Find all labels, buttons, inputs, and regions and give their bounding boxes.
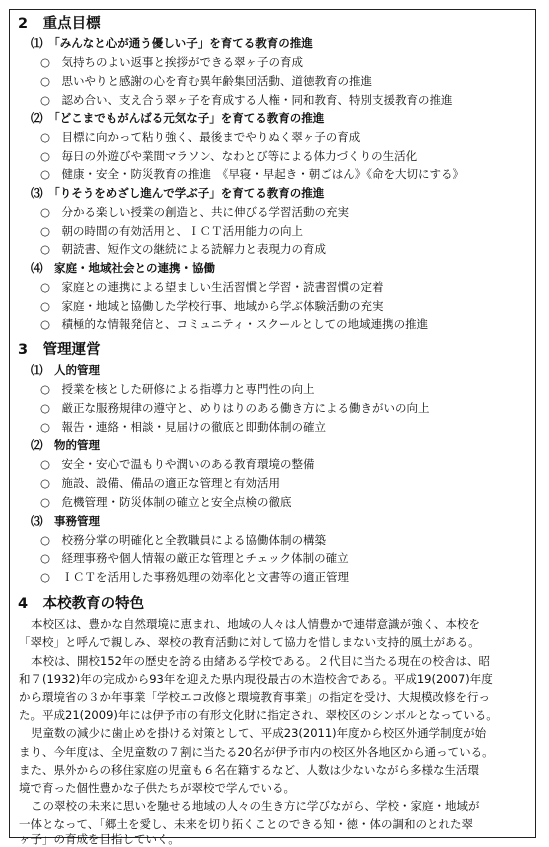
paragraph-line: この翠校の未来に思いを馳せる地域の人々の生き方に学びながら、学校・家庭・地域が [31,799,480,813]
paragraph-line: ヶ子」の育成を目指していく。 [19,832,180,846]
section-3-sub-2-heading: ⑵ 物的管理 [31,438,100,452]
list-item: ○ 授業を核とした研修による指導力と専門性の向上 [40,382,315,396]
list-item: ○ 分かる楽しい授業の創造と、共に伸びる学習活動の充実 [40,205,350,219]
list-item: ○ 経理事務や個人情報の厳正な管理とチェック体制の確立 [40,551,349,565]
paragraph-line: 本校区は、豊かな自然環境に恵まれ、地域の人々は人情豊かで連帯意識が強く、本校を [31,617,480,631]
list-item: ○ 安全・安心で温もりや潤いのある教育環境の整備 [40,457,315,471]
list-item: ○ 施設、設備、備品の適正な管理と有効活用 [40,476,281,490]
list-item: ○ 気持ちのよい返事と挨拶ができる翠ヶ子の育成 [40,55,304,69]
list-item: ○ 危機管理・防災体制の確立と安全点検の徹底 [40,495,292,509]
paragraph-line: 本校は、開校152年の歴史を誇る由緒ある学校である。２代目に当たる現在の校舎は、昭 [31,654,490,668]
list-item: ○ 毎日の外遊びや業間マラソン、なわとび等による体力づくりの生活化 [40,149,418,163]
paragraph-line: また、県外からの移住家庭の児童も６名在籍するなど、人数は少ないながら多様な生活環 [19,763,479,777]
list-item: ○ 思いやりと感謝の心を育む異年齢集団活動、道徳教育の推進 [40,74,373,88]
list-item: ○ 積極的な情報発信と、コミュニティ・スクールとしての地域連携の推進 [40,317,429,331]
section-3-sub-1-heading: ⑴ 人的管理 [31,363,100,377]
list-item: ○ 厳正な服務規律の遵守と、めりはりのある働き方による働きがいの向上 [40,401,430,415]
section-4-title: 4 本校教育の特色 [18,596,145,612]
section-2-sub-1-heading: ⑴ 「みんなと心が通う優しい子」を育てる教育の推進 [31,36,313,50]
section-2-sub-3-heading: ⑶ 「りそうをめざし進んで学ぶ子」を育てる教育の推進 [31,186,325,200]
list-item: ○ 朝読書、短作文の継続による読解力と表現力の育成 [40,242,327,256]
paragraph-line: た。平成21(2009)年には伊予市の有形文化財に指定され、翠校区のシンボルとなっている。 [19,708,498,722]
list-item: ○ 家庭との連携による望ましい生活習慣と学習・読書習慣の定着 [40,280,384,294]
paragraph-line: 児童数の減少に歯止めを掛ける対策として、平成23(2011)年度から校区外通学制度が始 [31,726,487,740]
section-2-sub-4-heading: ⑷ 家庭・地域社会との連携・協働 [31,261,215,275]
list-item: ○ 健康・安全・防災教育の推進 《早寝・早起き・朝ごはん》《命を大切にする》 [40,167,465,181]
list-item: ○ 校務分掌の明確化と全教職員による協働体制の構築 [40,533,327,547]
list-item: ○ 朝の時間の有効活用と、ＩＣＴ活用能力の向上 [40,224,304,238]
paragraph-line: 「翠校」と呼んで親しみ、翠校の教育活動に対して協力を惜しまない支持的風土がある。 [19,635,480,649]
paragraph-line: 境で育った個性豊かな子供たちが翠校で学んでいる。 [19,781,295,795]
section-2-title: 2 重点目標 [18,16,101,32]
paragraph-line: 和７(1932)年の完成から93年を迎えた県内現役最古の木造校舎である。平成19(2007)年度 [19,672,493,686]
list-item: ○ 家庭・地域と協働した学校行事、地域から学ぶ体験活動の充実 [40,299,384,313]
paragraph-line: まり、今年度は、全児童数の７割に当たる20名が伊予市内の校区外各地区から通っている。 [19,745,494,759]
list-item: ○ 報告・連絡・相談・見届けの徹底と即動体制の確立 [40,420,327,434]
section-2-sub-2-heading: ⑵ 「どこまでもがんばる元気な子」を育てる教育の推進 [31,111,325,125]
section-3-sub-3-heading: ⑶ 事務管理 [31,514,100,528]
section-3-title: 3 管理運営 [18,342,101,358]
paragraph-line: から環境省の３か年事業「学校エコ改修と環境教育事業」の指定を受け、大規模改修を行っ [19,690,491,704]
paragraph-line: 一体となって、「郷土を愛し、未来を切り拓くことのできる知・徳・体の調和のとれた翠 [19,817,474,831]
list-item: ○ ＩＣＴを活用した事務処理の効率化と文書等の適正管理 [40,570,350,584]
list-item: ○ 認め合い、支え合う翠ヶ子を育成する人権・同和教育、特別支援教育の推進 [40,93,453,107]
list-item: ○ 目標に向かって粘り強く、最後までやりぬく翠ヶ子の育成 [40,130,361,144]
